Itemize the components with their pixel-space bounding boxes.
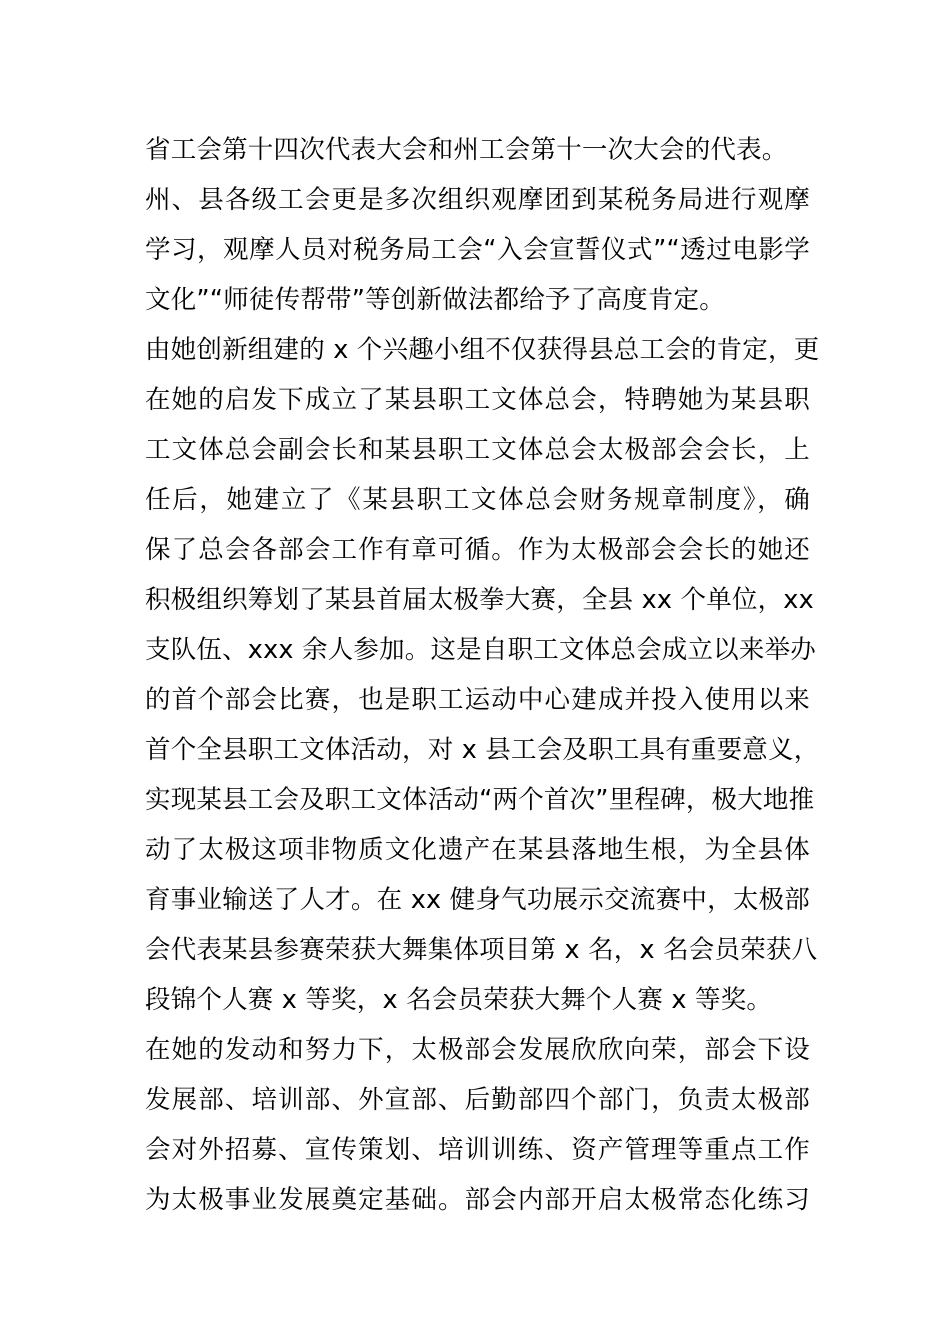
- text-line: 支队伍、xxx 余人参加。这是自职工文体总会成立以来举办: [145, 635, 816, 665]
- text-line: 文化”“师徒传帮带”等创新做法都给予了高度肯定。: [145, 285, 725, 315]
- text-line: 保了总会各部会工作有章可循。作为太极部会会长的她还: [145, 535, 810, 565]
- text-line: 省工会第十四次代表大会和州工会第十一次大会的代表。: [145, 135, 788, 165]
- text-line: 动了太极这项非物质文化遗产在某县落地生根，为全县体: [145, 835, 810, 865]
- text-line: 州、县各级工会更是多次组织观摩团到某税务局进行观摩: [145, 185, 810, 215]
- text-line: 的首个部会比赛，也是职工运动中心建成并投入使用以来: [145, 685, 810, 715]
- text-line: 工文体总会副会长和某县职工文体总会太极部会会长，上: [145, 435, 810, 465]
- text-line: 段锦个人赛 x 等奖，x 名会员荣获大舞个人赛 x 等奖。: [145, 985, 773, 1015]
- text-line: 发展部、培训部、外宣部、后勤部四个部门，负责太极部: [145, 1085, 810, 1115]
- text-line: 学习，观摩人员对税务局工会“入会宣誓仪式”“透过电影学: [145, 235, 810, 265]
- text-line: 首个全县职工文体活动，对 x 县工会及职工具有重要意义，: [145, 735, 820, 765]
- text-line: 在她的发动和努力下，太极部会发展欣欣向荣，部会下设: [145, 1035, 810, 1065]
- text-line: 实现某县工会及职工文体活动“两个首次”里程碑，极大地推: [145, 785, 815, 815]
- text-line: 育事业输送了人才。在 xx 健身气功展示交流赛中，太极部: [145, 885, 810, 915]
- body-text: [145, 125, 820, 1225]
- text-line: 会代表某县参赛荣获大舞集体项目第 x 名，x 名会员荣获八: [145, 935, 818, 965]
- text-line: 积极组织筹划了某县首届太极拳大赛，全县 xx 个单位，xx: [145, 585, 814, 615]
- text-line: 在她的启发下成立了某县职工文体总会，特聘她为某县职: [145, 385, 810, 415]
- text-line: 为太极事业发展奠定基础。部会内部开启太极常态化练习: [145, 1185, 810, 1215]
- text-line: 由她创新组建的 x 个兴趣小组不仅获得县总工会的肯定，更: [145, 335, 820, 365]
- text-line: 任后，她建立了《某县职工文体总会财务规章制度》，确: [145, 485, 810, 515]
- text-line: 会对外招募、宣传策划、培训训练、资产管理等重点工作: [145, 1135, 810, 1165]
